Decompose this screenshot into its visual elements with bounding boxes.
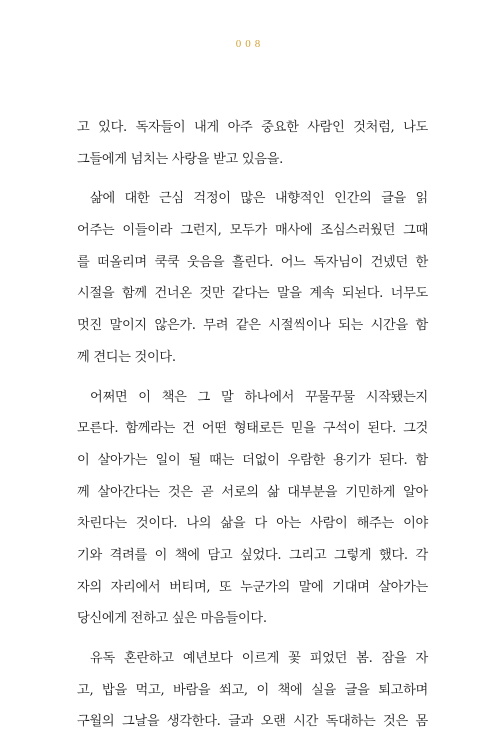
paragraph	[77, 112, 428, 175]
text-line: 고 있다. 독자들이 내게 아주 중요한 사람인 것처럼, 나도	[77, 120, 428, 135]
text-line: 자의 자리에서 버티며, 또 누군가의 말에 기대며 살아가는	[77, 579, 428, 595]
text-line: 어주는 이들이라 그런지, 모두가 매사에 조심스러웠던 그때	[77, 223, 428, 239]
text-line: 유독 혼란하고 예년보다 이르게 꽃 피었던 봄. 잠을 자	[90, 651, 428, 666]
paragraph	[77, 382, 428, 636]
text-line: 구월의 그날을 생각한다. 글과 오랜 시간 독대하는 것은 몸	[77, 714, 428, 730]
body-text	[77, 112, 428, 738]
text-line: 멋진 말이지 않은가. 무려 같은 시절씩이나 되는 시간을 함	[77, 318, 428, 334]
text-line: 모른다. 함께라는 건 어떤 형태로든 믿을 구석이 된다. 그것	[77, 421, 428, 437]
text-line: 그들에게 넘치는 사랑을 받고 있음을.	[77, 151, 284, 167]
text-line: 를 떠올리며 쿡쿡 웃음을 흘린다. 어느 독자님이 건넸던 한	[77, 254, 428, 270]
text-line: 이 살아가는 일이 될 때는 더없이 우람한 용기가 된다. 함	[77, 452, 428, 468]
paragraph	[77, 183, 428, 373]
text-line: 시절을 함께 건너온 것만 같다는 말을 계속 되뇐다. 너무도	[77, 286, 428, 302]
text-line: 차린다는 것이다. 나의 삶을 다 아는 사람이 해주는 이야	[77, 516, 428, 532]
text-line: 께 살아간다는 것은 곧 서로의 삶 대부분을 기민하게 알아	[77, 484, 428, 500]
paragraph	[77, 643, 428, 738]
page-number: 008	[235, 38, 265, 50]
text-line: 어쩌면 이 책은 그 말 하나에서 꾸물꾸물 시작됐는지	[90, 389, 428, 405]
text-line: 고, 밥을 먹고, 바람을 쐬고, 이 책에 실을 글을 퇴고하며	[77, 682, 428, 698]
text-line: 당신에게 전하고 싶은 마음들이다.	[77, 611, 267, 627]
text-line: 삶에 대한 근심 걱정이 많은 내향적인 인간의 글을 읽	[90, 191, 428, 207]
text-line: 께 견디는 것이다.	[77, 349, 176, 365]
text-line: 기와 격려를 이 책에 담고 싶었다. 그리고 그렇게 했다. 각	[77, 547, 428, 563]
